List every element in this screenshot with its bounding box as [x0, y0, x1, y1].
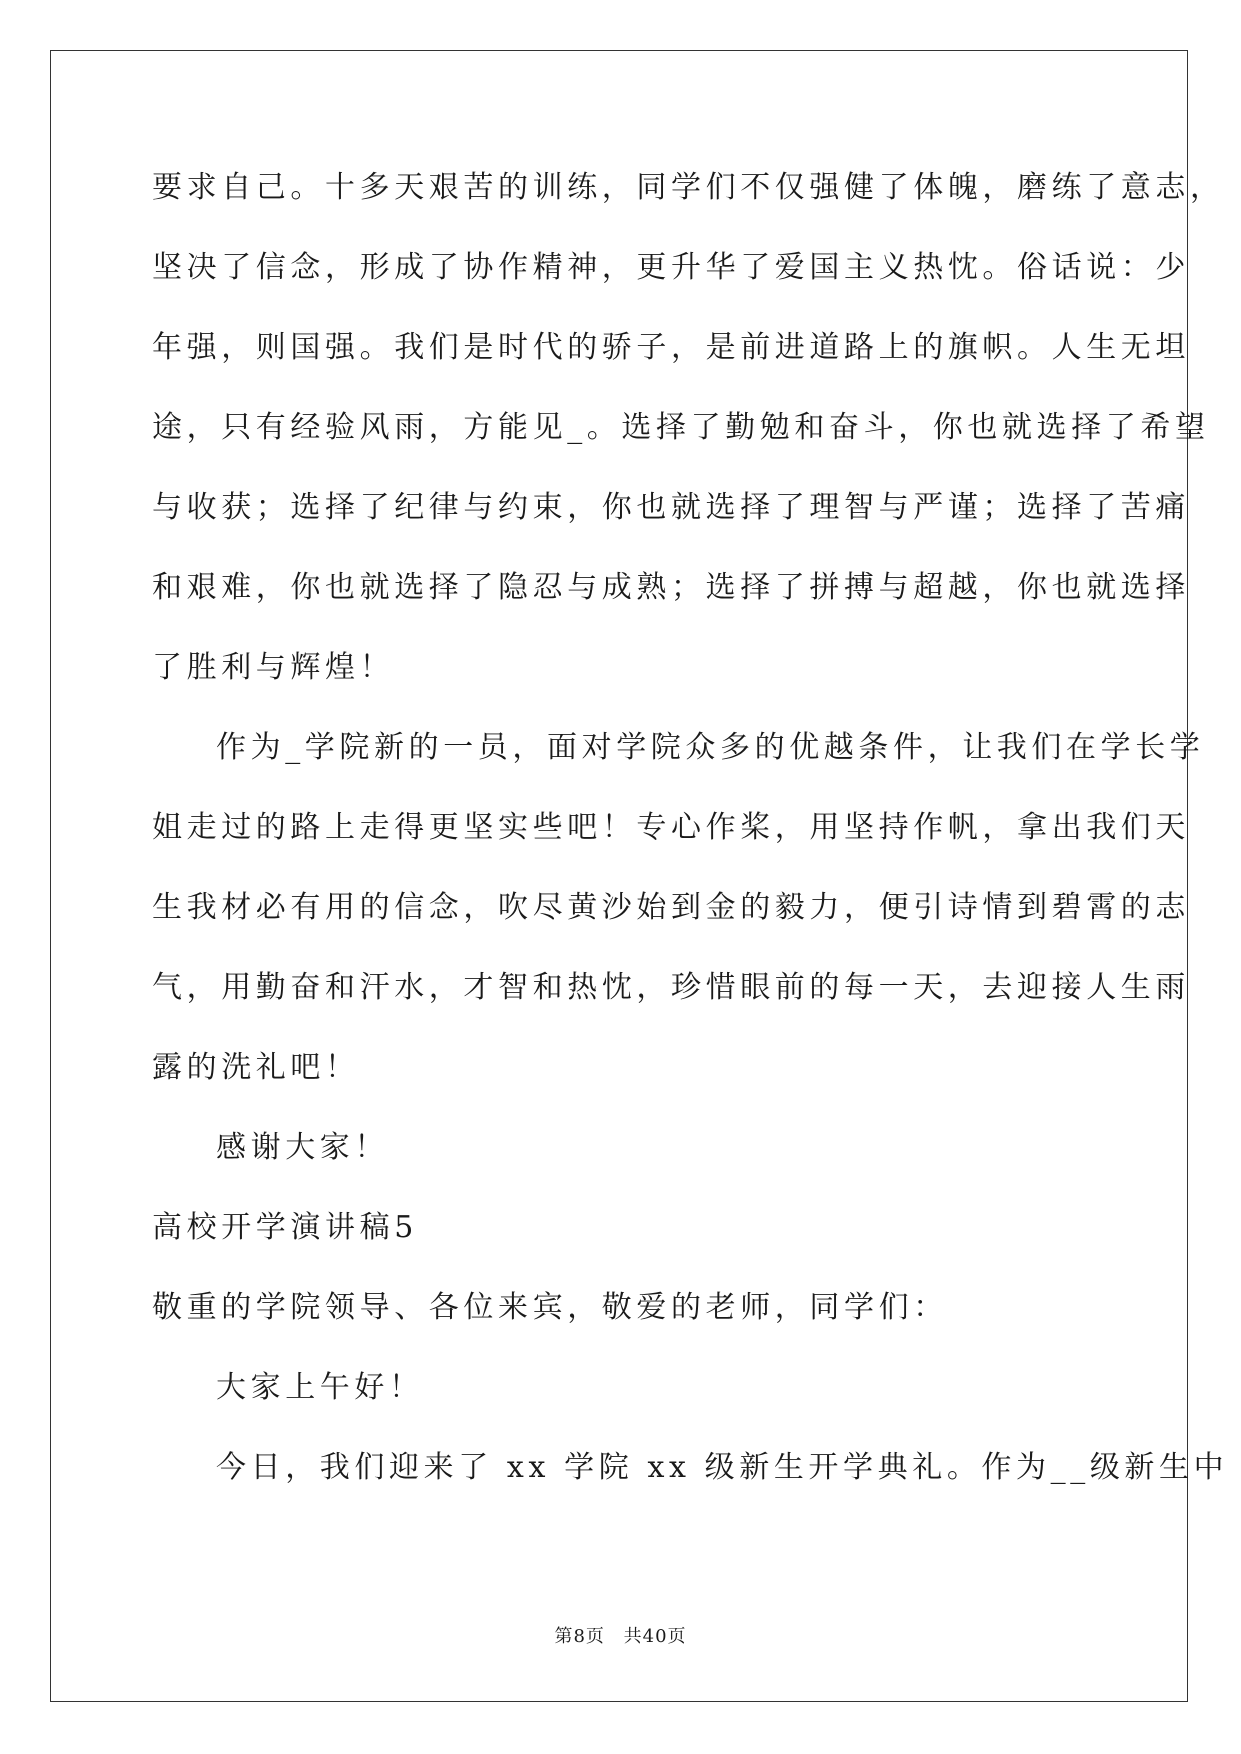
body-line: 途，只有经验风雨，方能见_。选择了勤勉和奋斗，你也就选择了希望 [152, 410, 1210, 445]
body-line: 要求自己。十多天艰苦的训练，同学们不仅强健了体魄，磨练了意志， [152, 170, 1225, 205]
body-line: 生我材必有用的信念，吹尽黄沙始到金的毅力，便引诗情到碧霄的志 [152, 890, 1190, 925]
page-footer [0, 1622, 1241, 1648]
page-number: 第8页 [554, 1626, 605, 1647]
document-body [152, 148, 1229, 1508]
body-line: 气，用勤奋和汗水，才智和热忱，珍惜眼前的每一天，去迎接人生雨 [152, 970, 1190, 1005]
thanks-line: 感谢大家！ [216, 1130, 389, 1165]
body-line: 露的洗礼吧！ [152, 1050, 360, 1085]
greeting-line: 大家上午好！ [216, 1370, 424, 1405]
salutation-line: 敬重的学院领导、各位来宾，敬爱的老师，同学们： [152, 1290, 948, 1325]
body-line: 与收获；选择了纪律与约束，你也就选择了理智与严谨；选择了苦痛 [152, 490, 1190, 525]
section-title: 高校开学演讲稿5 [152, 1210, 418, 1245]
page-total: 共40页 [623, 1626, 687, 1647]
body-line: 姐走过的路上走得更坚实些吧！专心作桨，用坚持作帆，拿出我们天 [152, 810, 1190, 845]
body-line: 坚决了信念，形成了协作精神，更升华了爱国主义热忱。俗话说：少 [152, 250, 1190, 285]
body-line: 年强，则国强。我们是时代的骄子，是前进道路上的旗帜。人生无坦 [152, 330, 1190, 365]
body-line: 和艰难，你也就选择了隐忍与成熟；选择了拼搏与超越，你也就选择 [152, 570, 1190, 605]
body-line: 了胜利与辉煌！ [152, 650, 395, 685]
paragraph-start-line: 今日，我们迎来了 xx 学院 xx 级新生开学典礼。作为__级新生中 [216, 1450, 1229, 1485]
paragraph-start-line: 作为_学院新的一员，面对学院众多的优越条件，让我们在学长学 [216, 730, 1205, 765]
